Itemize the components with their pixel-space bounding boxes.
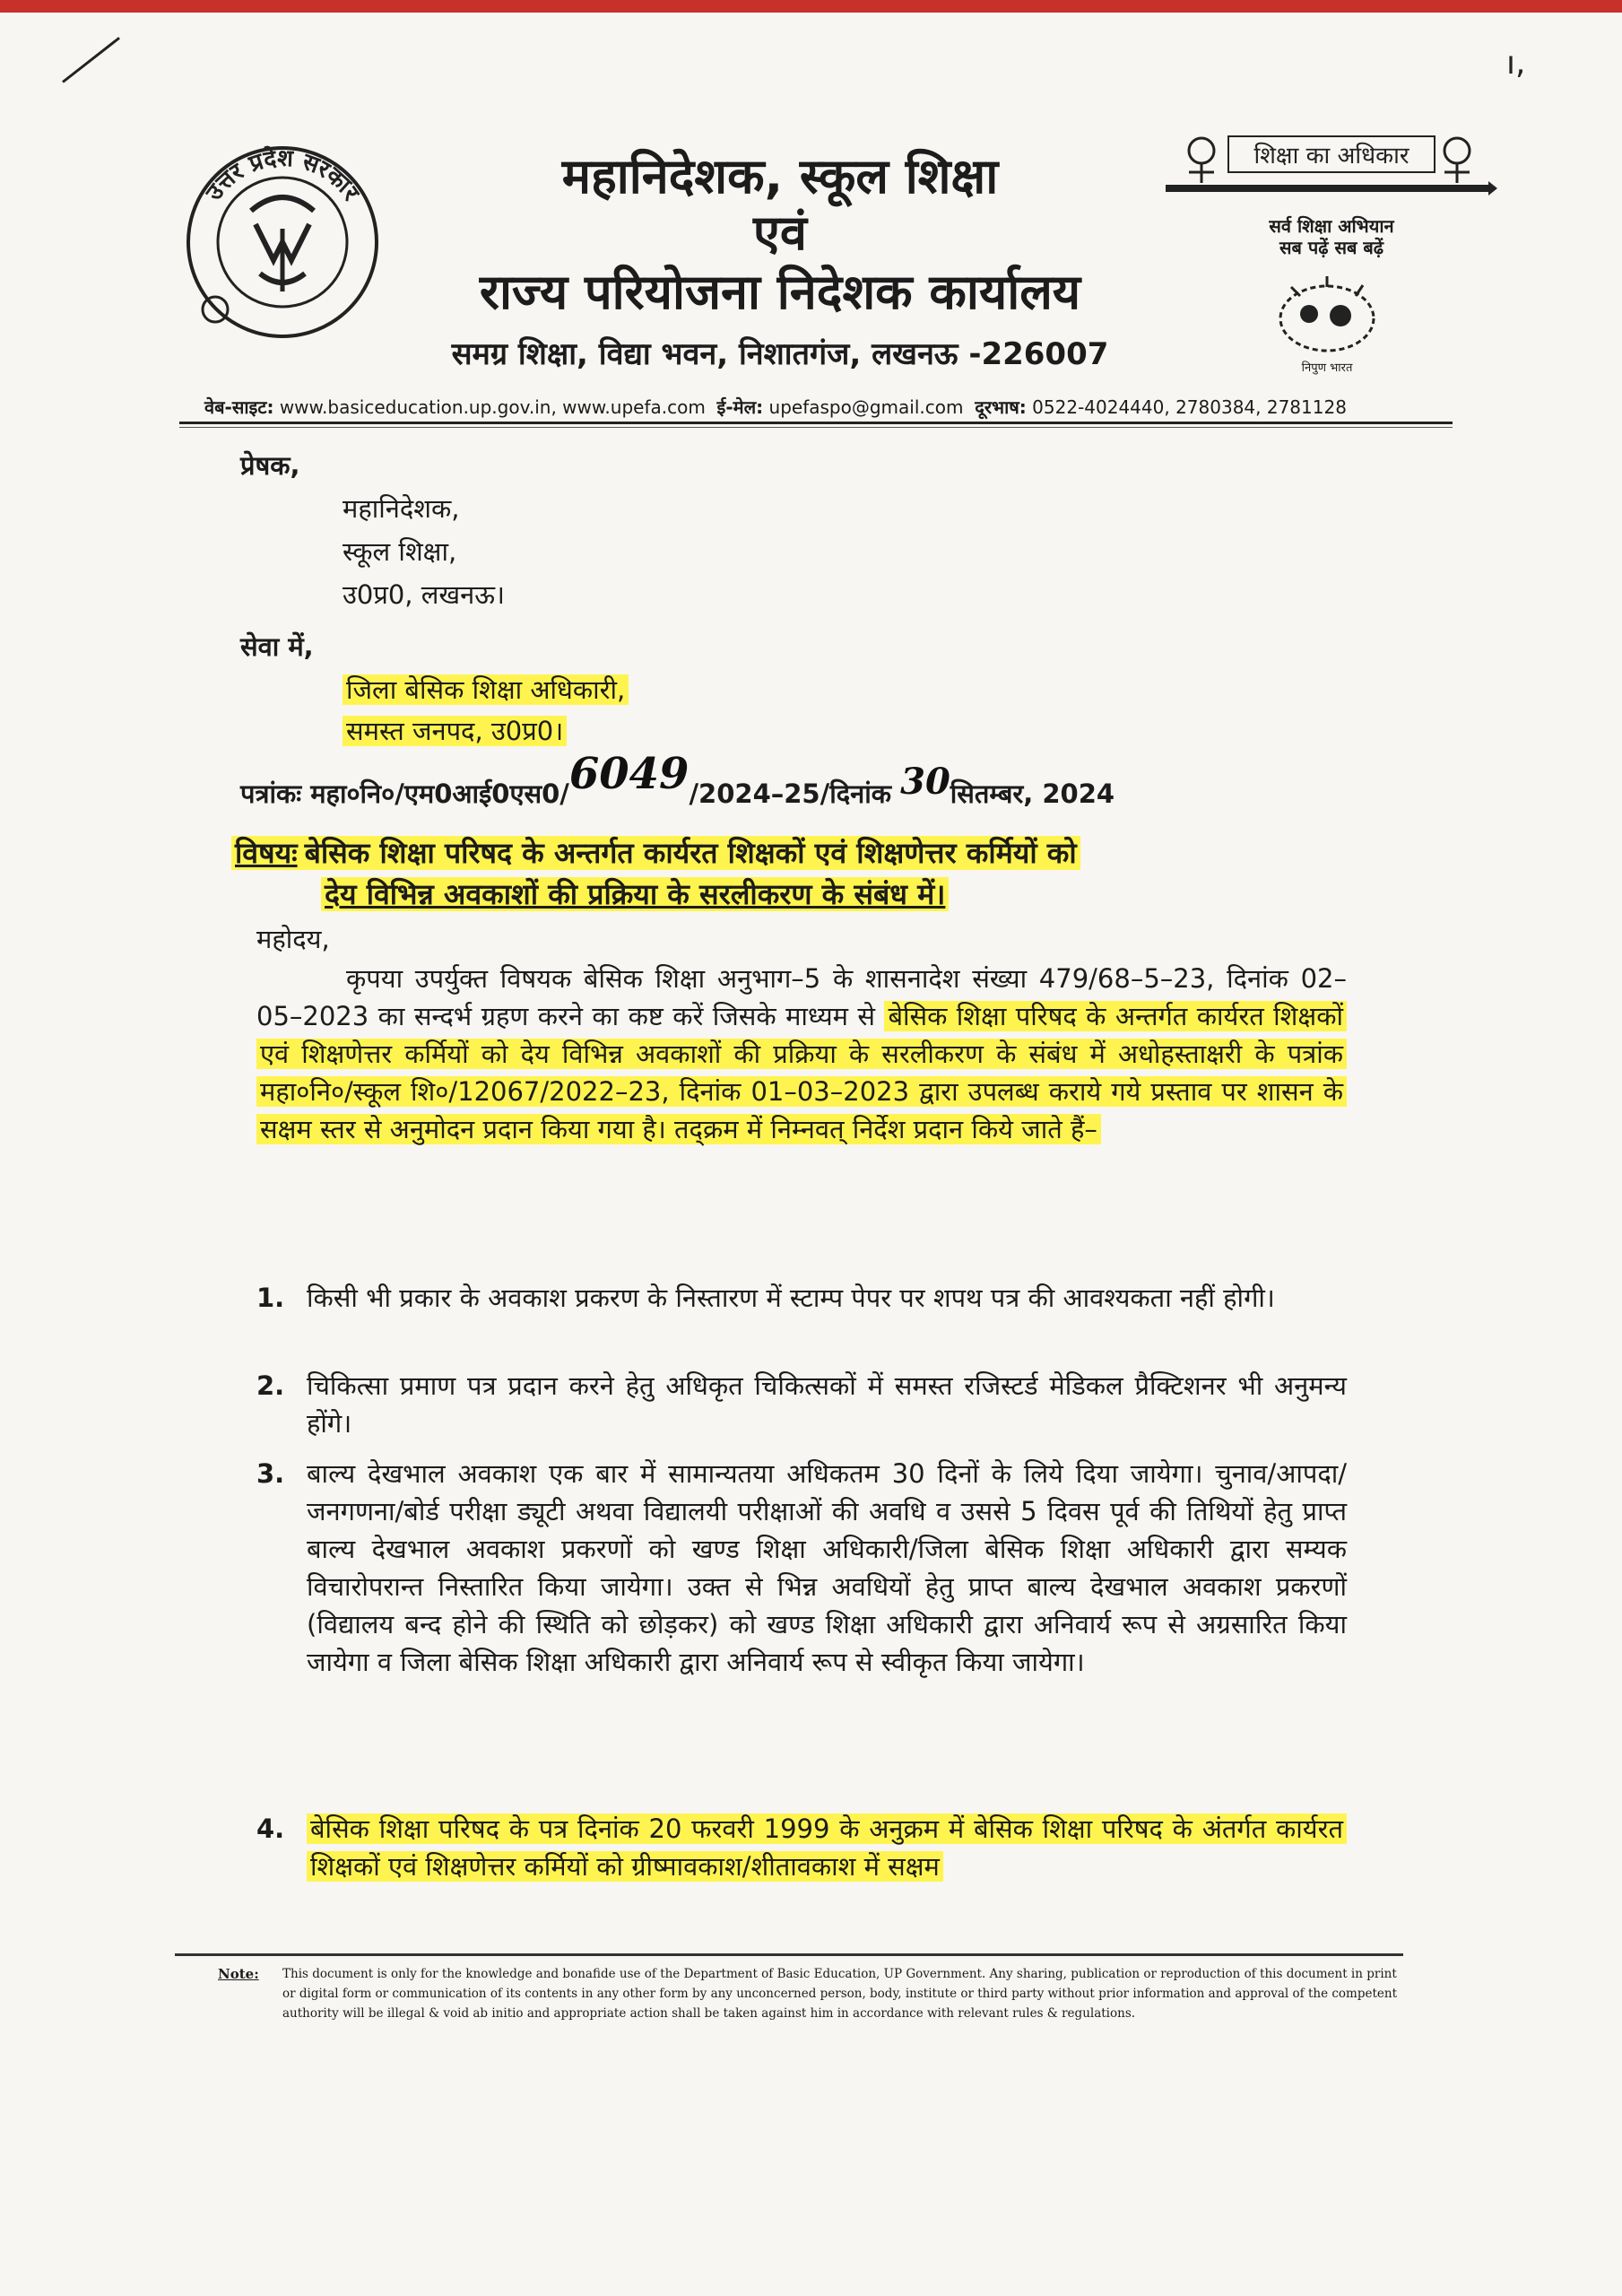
contact-line [204, 395, 1460, 419]
ssa-line1: सर्व शिक्षा अभियान [1269, 215, 1394, 237]
letterhead-title-line3: राज्य परियोजना निदेशक कार्यालय [479, 264, 1081, 320]
ssa-line2: सब पढ़ें सब बढ़ें [1279, 237, 1384, 258]
recipient-line2: समस्त जनपद, उ0प्र0। [343, 716, 567, 746]
reference-middle: /2024–25/दिनांक [689, 778, 891, 809]
list-item-number: 3. [256, 1458, 285, 1489]
list-item-text: चिकित्सा प्रमाण पत्र प्रदान करने हेतु अधिकृत चिकित्सकों में समस्त रजिस्टर्ड मेडिकल प्रैक्टिशनर भी अनुमन्य होंगे। [307, 1370, 1347, 1439]
nipun-bharat-logo-icon [1264, 269, 1390, 368]
intro-paragraph [256, 960, 1347, 1148]
intro-part2-highlighted: बेसिक शिक्षा परिषद के अन्तर्गत कार्यरत शिक्षकों एवं शिक्षणेत्तर कर्मियों को देय विभिन्न अवकाशों की प्रक्रिया के सरलीकरण के संबंध में अधोहस्ताक्षरी के पत्रांक महा०नि०/स्कूल शि०/12067/2022–23, दिनांक 01–03–2023 द्वारा उपलब्ध कराये गये प्रस्ताव पर शासन के सक्षम स्तर से अनुमोदन प्रदान किया गया है। तद्क्रम में निम्नवत् निर्देश प्रदान किये जाते हैं– [256, 1001, 1347, 1144]
reference-prefix: पत्रांकः महा०नि०/एम0आई0एस0/ [240, 778, 569, 809]
sender-line1: महानिदेशक, [343, 493, 460, 524]
footer-divider [175, 1953, 1403, 1956]
email-label: ई-मेल: [716, 396, 764, 418]
list-item-number: 2. [256, 1370, 285, 1401]
web-label: वेब-साइट: [204, 396, 274, 418]
list-item-number: 1. [256, 1283, 285, 1313]
email-address: upefaspo@gmail.com [768, 396, 964, 418]
list-item-text: बाल्य देखभाल अवकाश एक बार में सामान्यतया अधिकतम 30 दिनों के लिये दिया जायेगा। चुनाव/आपदा/ जनगणना/बोर्ड परीक्षा ड्यूटी अथवा विद्यालयी परीक्षाओं की अवधि व उससे 5 दिवस पूर्व की तिथियों हेतु प्राप्त बाल्य देखभाल अवकाश प्रकरणों को खण्ड शिक्षा अधिकारी/जिला बेसिक शिक्षा अधिकारी द्वारा सम्यक विचारोपरान्त निस्तारित किया जायेगा। उक्त से भिन्न अवधियों हेतु प्राप्त बाल्य देखभाल अवकाश प्रकरणों (विद्यालय बन्द होने की स्थिति को छोड़कर) को खण्ड शिक्षा अधिकारी द्वारा अनिवार्य रूप से अग्रसारित किया जायेगा व जिला बेसिक शिक्षा अधिकारी द्वारा अनिवार्य रूप से स्वीकृत किया जायेगा। [307, 1458, 1347, 1677]
reference-day-handwritten: 30 [900, 761, 950, 803]
list-item-text: किसी भी प्रकार के अवकाश प्रकरण के निस्तारण में स्टाम्प पेपर पर शपथ पत्र की आवश्यकता नहीं होगी। [307, 1283, 1275, 1313]
website-links: www.basiceducation.up.gov.in, www.upefa.com [279, 396, 706, 418]
recipient-line1: जिला बेसिक शिक्षा अधिकारी, [343, 674, 629, 705]
letterhead-divider-thin [179, 427, 1453, 428]
rte-label: शिक्षा का अधिकार [1253, 143, 1409, 170]
letterhead-title-line2: एवं [753, 204, 807, 261]
letterhead-address: समग्र शिक्षा, विद्या भवन, निशातगंज, लखनऊ -226007 [451, 336, 1109, 372]
note-text: This document is only for the knowledge and bonafide use of the Department of Basic Education, UP Government. Any sharing, publication or reproduction of this document in print or digital form or communication of its contents in any other form by any unconcerned person, body, institute or third party without prior information and approval of the competent authority will be illegal & void ab initio and appropriate action shall be taken against him in accordance with relevant rules & regulations. [282, 1967, 1398, 2021]
letterhead-divider [179, 422, 1453, 424]
sender-line2: स्कूल शिक्षा, [343, 536, 457, 567]
subject-line1: बेसिक शिक्षा परिषद के अन्तर्गत कार्यरत शिक्षकों एवं शिक्षणेत्तर कर्मियों को [301, 836, 1080, 870]
note-label: Note: [218, 1966, 259, 1982]
recipient-label: सेवा में, [240, 631, 314, 662]
reference-line [240, 749, 1115, 813]
sender-line3: उ0प्र0, लखनऊ। [343, 579, 505, 610]
subject-block [231, 832, 1352, 915]
up-government-emblem [179, 139, 386, 345]
list-item-number: 4. [256, 1813, 285, 1844]
phone-numbers: 0522-4024440, 2780384, 2781128 [1032, 396, 1347, 418]
subject-label: विषयः [231, 836, 301, 870]
subject-line2: देय विभिन्न अवकाशों की प्रक्रिया के सरलीकरण के संबंध में। [321, 877, 949, 911]
phone-label: दूरभाष: [975, 396, 1027, 418]
footer-note [218, 1964, 1401, 2023]
corner-pen-stroke [62, 37, 120, 83]
nipun-label: निपुण भारत [1301, 361, 1353, 375]
letterhead-title-line1: महानिदेशक, स्कूल शिक्षा [561, 148, 999, 204]
letterhead-title-block [395, 148, 1166, 381]
ssa-tagline [1246, 215, 1417, 258]
salutation: महोदय, [256, 924, 330, 954]
intro-part1: कृपया उपर्युक्त विषयक बेसिक शिक्षा अनुभाग–5 के शासनादेश संख्या 479/68–5–23, दिनांक 02–05–2023 का सन्दर्भ ग्रहण करने का कष्ट करें जिसके माध्यम से [256, 963, 1347, 1031]
list-item-text-highlighted: बेसिक शिक्षा परिषद के पत्र दिनांक 20 फरवरी 1999 के अनुक्रम में बेसिक शिक्षा परिषद के अंतर्गत कार्यरत शिक्षकों एवं शिक्षणेत्तर कर्मियों को ग्रीष्मावकाश/शीतावकाश में सक्षम [307, 1813, 1347, 1882]
reference-number-handwritten: 6049 [568, 749, 690, 799]
rte-logo-icon [1157, 126, 1497, 224]
sender-label: प्रेषक, [240, 450, 300, 481]
emblem-text: उत्तर प्रदेश सरकार [200, 144, 365, 206]
top-red-rule [0, 0, 1622, 13]
reference-date-suffix: सितम्बर, 2024 [950, 778, 1115, 809]
corner-pen-mark: ı, [1506, 45, 1526, 82]
